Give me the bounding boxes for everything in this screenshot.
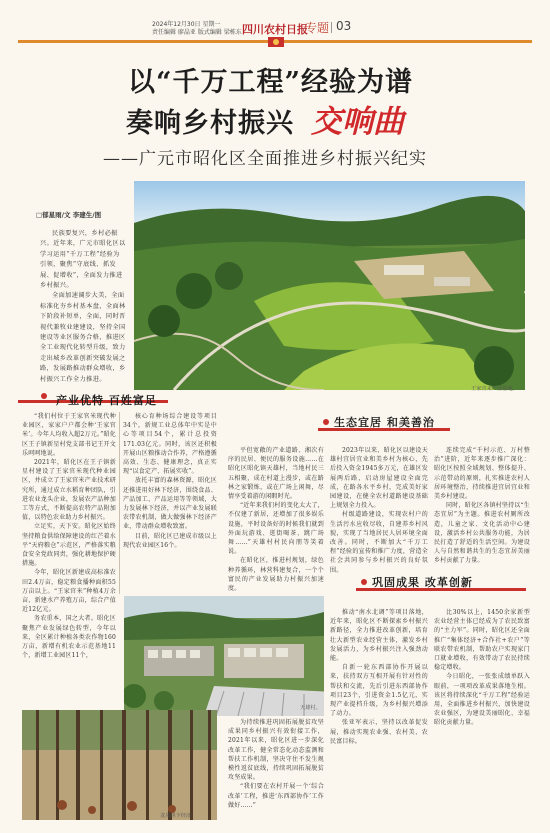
- subtitle: ——广元市昭化区全面推进乡村振兴纪实: [103, 149, 427, 169]
- section-title-industry: 产业优特 百姓富足: [56, 394, 157, 407]
- paragraph: 在昭化区，推进村规划，绿色种养循环，林营科建复合，一个个富民的产业发展助力村振兴加速度。: [228, 557, 324, 593]
- forest-photo-caption: 龙凤林下经济。: [160, 813, 197, 819]
- paragraph: 为持续推进巩固拓展脱贫攻坚成果同乡村振兴有效衔接工作，2021年以来，昭化区进一步深化改革工作，健全常态化动态监测和帮扶工作机制，坚决守住不发生规模性返贫底线，持续巩固拓展脱贫攻坚成果。: [228, 719, 324, 782]
- headline-line2: 奏响乡村振兴: [126, 108, 294, 139]
- paragraph: 平但宽敞的产业道路、湘次有序的民居、便民的服务设施……在昭化区昭化镇天雄村，当地村民三五相聚，成在村道上漫步，或在路林之家锻炼，或在广场上闲舞，尽情享受着游的闲暇时光。: [228, 447, 324, 501]
- paragraph: 自新一轮东西部协作开展以来，扶持双方互相开展有针对性的帮扶和交流，先后引进东西部协作项目23个，引进资金1.5亿元，实现产业提档升级，为乡村振兴增添了动力。: [330, 664, 428, 718]
- editor-line: 责任编辑 廖晶亚 版式编辑 梁栋东: [152, 29, 242, 36]
- article-column-4: [330, 446, 428, 575]
- paragraph: 张亚军表示，坚持以改革促发展，推动实现农业强、农村美、农民富目标。: [330, 719, 428, 745]
- aerial-farm-photo: [134, 181, 525, 390]
- article-column-7: [330, 608, 428, 746]
- paragraph: 务农重本，国之大者。昭化区聚焦产业发展绿色转型，今年以来，全区累计种植各类农作物160万亩，新增有机农业示范基地11个，新增工业园区11个，: [22, 615, 116, 660]
- section-name: 专题: [305, 21, 330, 35]
- ornament-icon: [322, 418, 330, 426]
- village-aerial-photo: [124, 596, 324, 716]
- intro-paragraph: 全面加速阔步大美，全面标准化夯乡村基本盘，全面林下阶段补短单，全面，同时晋视代兼牧业建建设，坚持全国建设等业区服务合格，推进区全工业现代化转型升级，致力走出城乡改革创新突破发展之路，发展路推动群众增收，乡村振兴工作全力推进。: [40, 292, 126, 383]
- byline: □郁星雨/文 李建生/图: [36, 211, 102, 219]
- main-photo-caption: 王家肯来产业基地。: [471, 386, 518, 392]
- masthead-date-block: [152, 21, 242, 37]
- article-column-5: [434, 446, 530, 566]
- paragraph: 2023年以来，昭化区以建设天雄村宜居宜业和美乡村为核心，先后投入资金1945多万元，在雄区发展两后路，启动房屋建设全面完成，在路各水平乡村，完成美好家园建设，在健全农村道路建设基础上规划全力投入。: [330, 447, 428, 510]
- paragraph: 今年，昭化区新建成高标准农田2.4万亩，稳定粮食播种面积55万亩以上。“王家官米”种植4万余亩，新建水产养殖万亩，综合产值近12亿元。: [22, 569, 116, 614]
- paragraph: 今日昭化，一张张成绩单跃入眼前，一项项改革成果落地生根。该区将持续深化“千万工程”经验运用，全面推进乡村振兴，加快建设农业强区，为建设美丽昭化、幸福昭化贡献力量。: [434, 673, 530, 727]
- paragraph: 同时，昭化区各镇村坚持以“生态宜居”为主题。推进农村厕所改造，儿童之家、文化活动中心建设，激活乡村公共服务功能，为居民打造了舒适的生活空间。为建设人与自然和谐共生的生态宜居美丽乡村贡献了力量。: [434, 502, 530, 565]
- article-column-6: [228, 718, 324, 810]
- paragraph: 立足实，天下安。昭化区始终坚持粮食供给保障建设的红芒着水平“天府粮仓”示范区，严格落实粮食安全党政同责，强化耕地保护硬措施。: [22, 523, 116, 568]
- paragraph: 推动“南水北调”等项目落地，近年来，昭化区不断探索乡村振兴新路径，全力推进改革创新，培育壮大新型农业经营主体，激发乡村发展活力，为乡村振兴注入强劲动能。: [330, 609, 428, 663]
- headline-highlight: 交响曲: [311, 104, 404, 140]
- article-column-1: [22, 412, 116, 660]
- paragraph: 放托丰富的森林资源，昭化区还推进用好林下经济，围绕食品、产品加工、产品运用等等领域，大力发展林下经济，并以产业发展联农带农机制，做大做强林下经济产业，带动群众增收致富。: [123, 477, 217, 531]
- paragraph: “我们村位于王家官米现代种业园区，家家户户都会种‘王家官米’。今年人均收入超2万元。”昭化区王子镇新星村党支部书记王开文乐呵呵地说。: [22, 413, 116, 457]
- paragraph: 核心育种场综合建设等项目34个，新规工业总体年中实是中心等项目54个，累计总投资171.03亿元。同时，该区还积极开展山区粮推动合作养，产格遵循高效、生态、健康理念，真正实现“以食定产、拓展实收”。: [123, 413, 217, 476]
- ornament-icon: [360, 578, 368, 586]
- paragraph: 2021年，昭化区在王子镇新星村建设了王家官米现代种业园区，并成立了王家官米产业技术研究所，通过成立水稻育种团队，引进农业龙头企业，发展农产品种加工等方式，不断提高农特产品附加值，以特色农业助力乡村振兴。: [22, 459, 116, 522]
- article-column-2: [123, 412, 217, 550]
- intro-paragraph: 民族要复兴，乡村必振兴。近年来，广元市昭化区以学习运用“千万工程”经验为引领，聚焦“守底线、抓发展、促增收”，全面发力推进乡村振兴。: [40, 230, 126, 290]
- article-column-3: [228, 446, 324, 593]
- forest-economy-photo: [22, 710, 217, 820]
- column-divider: [119, 412, 120, 594]
- paragraph: “我们要在农村开展一个‘综合改革’工程，推进‘东西部协作’工作做好……”: [228, 783, 324, 809]
- page-number: 03: [336, 19, 352, 33]
- article-column-8: [434, 608, 530, 728]
- village-photo-caption: 天雄村。: [300, 705, 321, 711]
- paragraph: 目前，昭化区已建成市级以上现代农业园区16个。: [123, 532, 217, 549]
- paragraph: 村级道路建设，实现农村户的生活污水应收尽收，自建养乡村风貌，实现了当地居民人居环境全面改善。同时，不断加大“千万工程”经验的宣传和推广力度，营造全社会共同参与乡村振兴的良好氛围。: [330, 511, 428, 574]
- intro-text: [40, 229, 126, 385]
- date-line: 2024年12月30日 星期一: [152, 21, 221, 28]
- paragraph: “近年来我们村的变化太大了，不仅建了新居，还增加了很多娱乐设施，平时设备好的时候我们就到外面玩游戏、逛街喝茶、跳广场舞……”天雄村村民向朋等笑着说。: [228, 502, 324, 556]
- section-title-ecology: 生态宜居 和美善治: [334, 416, 435, 429]
- masthead-divider: [331, 22, 332, 33]
- masthead-decor-bar: [18, 37, 532, 47]
- paragraph: 连续完成“千村示范、万村整治”进阶，近年来逐步推广深化：昭化区按照全域规划、整体提升、示范带动的原则，扎实推进农村人居环境整治，持续推进宜居宜业和美乡村建设。: [434, 447, 530, 501]
- newspaper-logo: 四川农村日报: [242, 23, 308, 36]
- paragraph: 比30%以上，1450余家新型农业经营主体已经成为了农民致富的“主力军”。同时，昭化区还全面推广“集体经济+合作社+农户”等联农带农机制，帮助农户实现家门口就业增收，有效带动了农民持续稳定增收。: [434, 609, 530, 672]
- ornament-icon: [40, 392, 48, 400]
- headline-line1: 以“千万工程”经验为谱: [128, 67, 414, 98]
- section-title-reform: 巩固成果 改革创新: [372, 576, 473, 589]
